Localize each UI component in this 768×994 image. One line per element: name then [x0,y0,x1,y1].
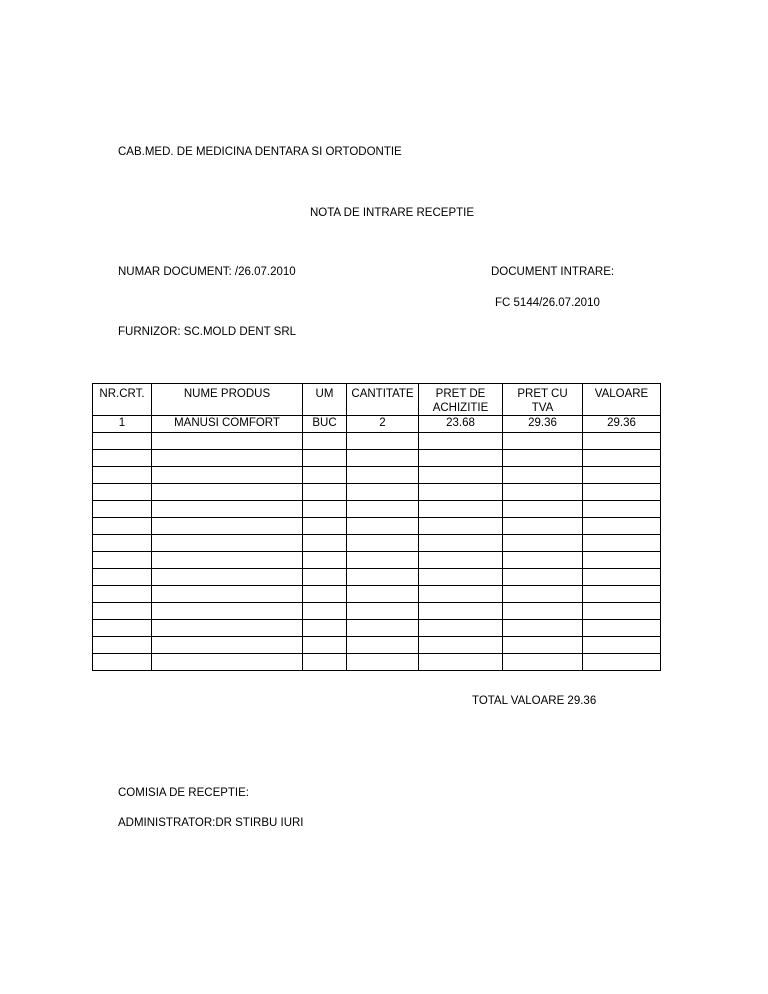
table-cell [583,637,661,654]
table-cell [419,467,503,484]
document-number: NUMAR DOCUMENT: /26.07.2010 [118,266,296,278]
table-cell [347,535,419,552]
table-cell [583,620,661,637]
table-cell [419,450,503,467]
table-cell [503,518,583,535]
table-row [93,518,661,535]
table-cell [347,450,419,467]
table-cell [583,501,661,518]
column-header: UM [303,384,347,416]
table-row [93,603,661,620]
table-cell [503,569,583,586]
table-cell [503,484,583,501]
table-row [93,586,661,603]
table-cell [93,467,152,484]
table-row [93,416,661,433]
table-cell [503,637,583,654]
administrator-name: ADMINISTRATOR:DR STIRBU IURI [118,817,304,829]
table-cell [583,450,661,467]
table-cell [583,586,661,603]
table-cell: BUC [303,416,347,433]
table-cell [503,535,583,552]
table-cell [583,433,661,450]
table-cell [303,552,347,569]
table-cell [303,484,347,501]
table-cell [152,552,303,569]
table-row [93,569,661,586]
table-cell [303,501,347,518]
table-row [93,620,661,637]
table-cell [583,654,661,671]
table-cell [93,535,152,552]
table-cell [347,552,419,569]
table-cell [419,569,503,586]
table-cell [303,620,347,637]
commission-label: COMISIA DE RECEPTIE: [118,787,249,799]
table-cell [347,501,419,518]
table-cell [583,569,661,586]
table-cell [583,484,661,501]
table-cell [503,654,583,671]
table-cell [93,569,152,586]
table-cell [93,637,152,654]
table-cell [583,518,661,535]
table-cell [303,518,347,535]
table-cell [419,433,503,450]
table-cell [503,552,583,569]
table-row [93,467,661,484]
table-cell [503,450,583,467]
table-cell [347,518,419,535]
table-cell [93,586,152,603]
table-cell [152,569,303,586]
table-cell [152,603,303,620]
table-cell [303,535,347,552]
table-cell [303,569,347,586]
table-cell [419,586,503,603]
table-cell [419,535,503,552]
table-cell [303,450,347,467]
table-row [93,552,661,569]
table-cell: MANUSI COMFORT [152,416,303,433]
table-row [93,535,661,552]
column-header: NR.CRT. [93,384,152,416]
table-cell [152,467,303,484]
table-cell [419,552,503,569]
table-cell [152,654,303,671]
table-cell [93,450,152,467]
table-cell [503,433,583,450]
table-cell [347,654,419,671]
table-row [93,501,661,518]
table-cell [93,518,152,535]
table-cell [503,603,583,620]
items-table [92,383,661,671]
table-cell: 23.68 [419,416,503,433]
table-cell [152,433,303,450]
table-cell [93,433,152,450]
input-document-value: FC 5144/26.07.2010 [495,297,600,309]
table-cell: 29.36 [503,416,583,433]
table-cell [419,501,503,518]
table-row [93,654,661,671]
table-cell: 1 [93,416,152,433]
table-cell [583,603,661,620]
table-row [93,433,661,450]
column-header: PRET CU TVA [503,384,583,416]
table-cell [93,552,152,569]
table-cell [152,518,303,535]
table-cell [583,552,661,569]
table-cell: 2 [347,416,419,433]
table-cell [152,450,303,467]
input-document-label: DOCUMENT INTRARE: [491,266,615,278]
document-title: NOTA DE INTRARE RECEPTIE [310,207,475,219]
table-cell [347,586,419,603]
table-row [93,637,661,654]
table-cell [152,484,303,501]
organization-name: CAB.MED. DE MEDICINA DENTARA SI ORTODONTIE [118,146,402,158]
table-cell [303,637,347,654]
table-cell [303,433,347,450]
table-cell [347,603,419,620]
table-cell [152,637,303,654]
table-row [93,484,661,501]
column-header: CANTITATE [347,384,419,416]
table-cell [93,654,152,671]
table-cell [419,654,503,671]
table-cell [152,586,303,603]
table-cell [347,484,419,501]
table-cell [419,620,503,637]
table-cell [419,484,503,501]
table-cell [347,569,419,586]
table-cell [583,535,661,552]
table-cell [152,501,303,518]
table-cell [503,620,583,637]
total-value: TOTAL VALOARE 29.36 [472,695,597,707]
table-cell [303,603,347,620]
table-cell [503,467,583,484]
table-cell: 29.36 [583,416,661,433]
column-header: PRET DE ACHIZITIE [419,384,503,416]
table-cell [347,433,419,450]
table-cell [347,467,419,484]
table-cell [583,467,661,484]
table-cell [93,603,152,620]
table-cell [347,637,419,654]
table-header-row [93,384,661,416]
table-cell [419,518,503,535]
table-cell [93,501,152,518]
table-cell [347,620,419,637]
table-cell [503,501,583,518]
table-cell [152,620,303,637]
table-cell [152,535,303,552]
table-cell [93,484,152,501]
table-cell [419,603,503,620]
table-cell [303,467,347,484]
table-row [93,450,661,467]
table-cell [503,586,583,603]
column-header: NUME PRODUS [152,384,303,416]
supplier-name: FURNIZOR: SC.MOLD DENT SRL [118,326,297,338]
table-cell [303,586,347,603]
table-cell [93,620,152,637]
column-header: VALOARE [583,384,661,416]
table-cell [419,637,503,654]
table-cell [303,654,347,671]
